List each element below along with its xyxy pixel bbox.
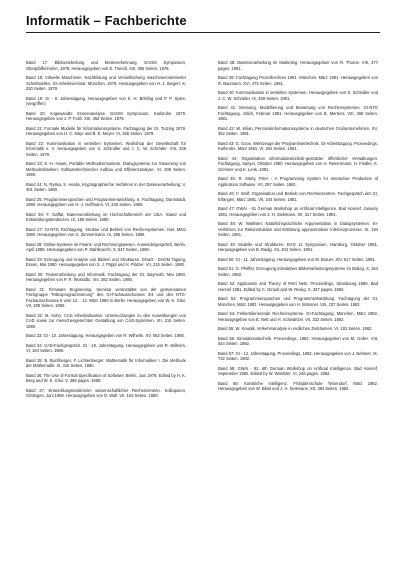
list-item: Band 37: Entwicklungstendenzen wissenschaftlicher Rechenzentren. Kolloquium, Göttingen, Juni 1980. Herausgegeben von D. Wall. VII, 163 Seiten. 1980. bbox=[26, 387, 186, 398]
list-item: Band 46: F. Wolf, Organisation und Betrieb von Rechenzentren. Fachgespräch der GI, Erlangen, März 1981. VII, 244 Seiten. 1981. bbox=[218, 191, 378, 202]
list-item: Band 21: Formale Modelle für Informationssysteme. Fachtagung der GI, Tutzing 1979. Herausgegeben von H. C. Mayr und B. E. Meyer. VI, 265 Seiten. 1979. bbox=[26, 125, 186, 136]
list-item: Band 39: Fachtagung Prozeßrechner 1981. München, März 1981. Herausgegeben von R. Baumann. XVI, 476 Seiten. 1981. bbox=[218, 75, 378, 86]
list-item: Band 30: Textverarbeitung und Informatik. Fachtagung der GI, Bayreuth, Mai 1980. Herausgegeben von P. R. Wossidlo. VIII, 362 Seiten. 1980. bbox=[26, 271, 186, 282]
list-item: Band 42: W. Kilian, Personalinformationssysteme in deutschen Großunternehmen. XV, 352 Seiten. 1981. bbox=[218, 125, 378, 136]
list-item: Band 47: GWAI - 81 German Workshop on Artificial Intelligence. Bad Honnef, January 1981. Herausgegeben von J. H. Siekmann. XII, 317 Seiten. 1981. bbox=[218, 206, 378, 217]
list-item: Band 41: Messung, Modellierung und Bewertung von Rechensystemen. GI-NTG Fachtagung. Jülich, Februar 1981. Herausgegeben von B. Mertens. VIII, 368 Seiten. 1981. bbox=[218, 105, 378, 121]
list-item: Band 40: Kommunikation in verteilten Systemen. Herausgegeben von S. Schindler und J. C. W. Schröder. IX, 459 Seiten. 1981. bbox=[218, 90, 378, 101]
list-item: Band 58: GWAI - 82. 6th German Workshop on Artificial Intelligence. Bad Honnef, September 1982. Edited by W. Wahlster. VI, 246 pages. 1982. bbox=[218, 365, 378, 376]
list-item: Band 36: The Use of Formal Specification of Software. Berlin, Juni 1979. Edited by H. K. Berg and W. K. Giloi. V, 388 pages. 1980. bbox=[26, 372, 186, 383]
list-item: Band 49: Modelle und Strukturen. DAG 11 Symposium, Hamburg, Oktober 1981. Herausgegeben von B. Radig. XII, 404 Seiten. 1981. bbox=[218, 241, 378, 252]
list-item: Band 33: GI - 10. Jahrestagung. Herausgegeben von R. Wilhelm. XV, 563 Seiten. 1980. bbox=[26, 333, 185, 338]
list-item: Band 19: GI - 9. Jahrestagung. Herausgegeben von K. H. Böhling und P. P. Spies. (vergriffen) bbox=[26, 95, 186, 106]
list-item: Band 52: Application and Theory of Petri Nets. Proceedings, Strasbourg 1980, Bad Honnef 1981. Edited by C. Girault and W. Reisig. X, 337 pages. 1982. bbox=[218, 281, 378, 292]
list-item: Band 22: Kommunikation in verteilten Systemen. Workshop der Gesellschaft für Informatik e. V. Herausgegeben von S. Schindler und J. C. W. Schröder. VIII, 338 Seiten. 1979. bbox=[26, 140, 186, 157]
title-rule bbox=[26, 32, 380, 33]
list-item: Band 24: N. Ryska, S. Herda, Kryptographische Verfahren in der Datenverarbeitung. V, 401 Seiten. 1980. bbox=[26, 181, 186, 192]
list-item: Band 53: Programmiersprachen und Programmentwicklung. Fachtagung der GI, München, März 1982. Herausgegeben von H. Wössner. VIII, 237 Seiten. 1982. bbox=[218, 296, 378, 307]
list-item: Band 18: Virtuelle Maschinen. Nachbildung und Vervielfachung maschinenorientierter Schnittstellen. GI-Arbeitsseminar. München, 1979. Herausgegeben von H. J. Siegert. X, 230 Seiten. 1979. bbox=[26, 75, 186, 91]
list-item: Band 28: Online-Systeme im Finanz- und Rechnungswesen. Anwendergespräch, Berlin, April 1980. Herausgegeben von P. Stahlknecht. X, 547 Seiten, 1980. bbox=[26, 241, 186, 252]
list-item: Band 45: R. Marty, PISA - A Programming System for Interactive Production of Application Software. VII, 297 Seiten. 1981. bbox=[218, 176, 378, 187]
list-item: Band 35: B. Buchberger, F. Lichtenberger: Mathematik für Informatiker I. Die Methode der Mathematik. XI, 315 Seiten. 1980. bbox=[26, 357, 186, 368]
list-item: Band 48: W. Wahlster, Natürlichsprachliche Argumentation in Dialogsystemen. KI-Verfahren zur Rekonstruktion und Erklärung approximativer Inferenzprozesse. XI, 194 Seiten. 1981. bbox=[218, 221, 378, 237]
list-item: Band 55: W. Kowalk, Verkehrsanalyse in endlichen Zeiträumen. VI, 181 Seiten. 1982. bbox=[218, 326, 373, 331]
list-item: Band 57: GI - 12. Jahrestagung. Proceedings, 1982. Herausgegeben von J. Nehmer. IX, 732 Seiten. 1982. bbox=[218, 350, 378, 361]
list-item: Band 56: Simulationstechnik. Proceedings, 1982. Herausgegeben von M. Goller. VIII, 544 Seiten. 1982. bbox=[218, 335, 378, 346]
list-item: Band 34: CAD-Fachgespräch. GI - 10. Jahrestagung. Herausgegeben von R. Wilhelm. VI, 184 Seiten. 1980. bbox=[26, 342, 186, 353]
left-column bbox=[26, 60, 186, 403]
list-item: Band 27: GI-NTG Fachtagung, Struktur und Betrieb von Rechensystemen. Kiel, März 1980. Herausgegeben von G. Zimmermann. IX, 286 Seiten. 1980. bbox=[26, 226, 186, 237]
list-item: Band 51: G. Pfeiffer, Erzeugung interaktiver Bildverarbeitungssysteme im Dialog. X, 154 Seiten. 1982. bbox=[218, 266, 378, 277]
list-item: Band 50: GI - 11. Jahrestagung. Herausgegeben von W. Brauer. XIV, 617 Seiten. 1981. bbox=[218, 256, 376, 262]
page-title: Informatik – Fachberichte bbox=[26, 13, 187, 28]
list-item: Band 43: G. Goos, Werkzeuge der Programmiertechnik. GI-Arbeitstagung. Proceedings, Karlsruhe, März 1981. VI, 262 Seiten. 1981. bbox=[218, 140, 378, 151]
list-item: Band 59: Künstliche Intelligenz. Frühjahrsschule Teisendorf, März 1982. Herausgegeben von W. Bibel und J. H. Siekmann. XII, 383 Seiten. 1982. bbox=[218, 380, 378, 391]
list-item: Band 23: K.-H. Hauer, Portable Methodenmonitore. Dialogsysteme zur Steuerung von Methodenbanken: Softwaretechnischer Aufbau und Effizienzanalyse. XI, 209 Seiten. 1980. bbox=[26, 161, 186, 177]
list-item: Band 31: Firmware Engineering. Seminar veranstaltet von der gemeinsamen Fachgruppe "Mikroprogrammierung" des GI-Fachausschusses 3/4 und des NTG-Fachausschusses 6 vom 12. - 14. März 1980 in Berlin. Herausgegeben von W. K. Giloi. VII, 289 Seiten. 1980. bbox=[26, 286, 186, 308]
list-item: Band 44: Organisation informationstechnik-gestützter öffentlicher Verwaltungen. Fachtagung, Speyer, Oktober 1980. Herausgegeben von H. Reinermann, H. Fiedler, K. Grimmer und K. Lenk. 1981. bbox=[218, 155, 378, 172]
list-item: Band 25: Programmiersprachen und Programmentwicklung. 6. Fachtagung, Darmstadt, 1980. Herausgegeben von H.-J. Hoffmann. VI, 236 Seiten. 1980. bbox=[26, 196, 186, 207]
list-item: Band 32: M. Kühn, CAD Arbeitssituation. Untersuchungen zu den Auswirkungen von CAD sowie zur menschengerechten Gestaltung von CAD-Systemen. VII, 215 Seiten. 1980. bbox=[26, 312, 186, 329]
list-item: Band 26: F. Gaffal, Datenverarbeitung im Hochschulbereich der USA. Stand und Entwicklungstendenzen. IX, 199 Seiten. 1980. bbox=[26, 211, 186, 222]
list-item: Band 54: Fehlertolerierende Rechnersysteme. GI-Fachtagung, München, März 1982. Herausgegeben von E. Nett und H. Schwärtzel. VII, 322 Seiten. 1982. bbox=[218, 311, 378, 322]
list-item: Band 17: Bildverarbeitung und Mustererkennung. DAGM Symposium, Oberpfaffenhofen, 1978. Herausgegeben von E. Triendl. XIII, 385 Seiten. 1978. bbox=[26, 60, 186, 71]
list-item: Band 20: Angewandte Szenenanalyse. DAGM Symposium, Karlsruhe 1979. Herausgegeben von J. P. Foith. XIII, 362 Seiten. 1979. bbox=[26, 110, 186, 121]
list-item: Band 29: Erzeugung und Analyse von Bildern und Strukturen. DGaO - DAGM Tagung, Essen, Mai 1980. Herausgegeben von S. J. Pöppl und H. Platzer. VII, 215 Seiten. 1980. bbox=[26, 256, 186, 267]
list-item: Band 38: Datenverarbeitung im Marketing. Herausgegeben von R. Thome. VIII, 377 pages. 1981. bbox=[218, 60, 378, 71]
right-column bbox=[218, 60, 378, 396]
